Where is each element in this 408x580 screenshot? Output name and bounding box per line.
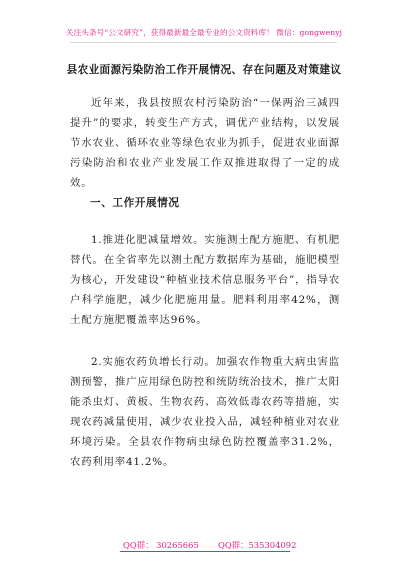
paragraph-pesticide-reduction: 2.实施农药负增长行动。加强农作物重大病虫害监测预警，推广应用绿色防控和统防统治技术，推广太阳能杀虫灯、黄板、生物农药、高效低毒农药等措施，实现农药减量使用，减少农业投入品，减轻种植业对农业环境污染。全县农作物病虫绿色防控覆盖率31.2%，农药利用率41.2%。 [70,356,340,468]
section-heading-work-status: 一、工作开展情况 [90,197,180,209]
footer-underline [120,551,290,552]
header-banner: 关注头条号“公文研究”，获得最新最全最专业的公文资料库！ 微信：gongwenyj [65,28,343,37]
footer-qq-group-1[interactable]: QQ群： 30265665 [123,540,199,550]
footer-qq-group-2[interactable]: QQ群：535304092 [218,540,297,550]
document-title: 县农业面源污染防治工作开展情况、存在问题及对策建议 [66,64,342,76]
paragraph-fertilizer-reduction: 1.推进化肥减量增效。实施测土配方施肥、有机肥替代。在全省率先以测土配方数据库为基础，施肥模型为核心，开发建设“种植业技术信息服务平台”，指导农户科学施肥，减少化肥施用量。肥料利用率42%，测土配方施肥覆盖率达96%。 [70,234,340,326]
footer [0,539,408,553]
intro-paragraph: 近年来，我县按照农村污染防治“一保两治三减四提升”的要求，转变生产方式，调优产业结构，以发展节水农业、循环农业等绿色农业为抓手，促进农业面源污染防治和农业产业发展工作双推进取得了一定的成效。 [70,97,340,189]
header-divider [70,42,337,43]
